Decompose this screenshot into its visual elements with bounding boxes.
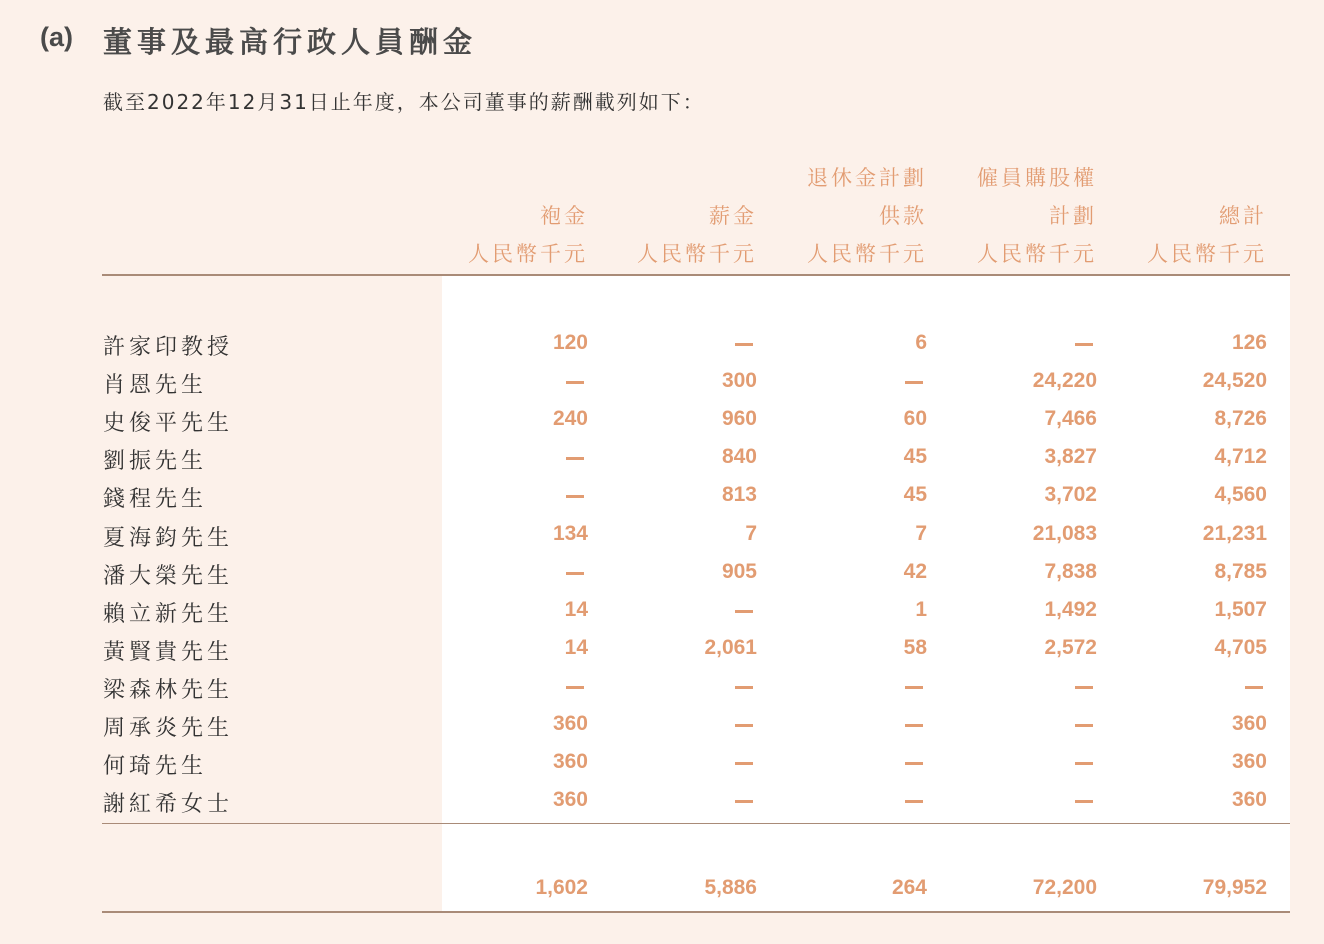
column-header-unit: 人民幣千元: [977, 242, 1097, 266]
table-cell-dash: [735, 343, 753, 346]
table-cell-dash: [1075, 800, 1093, 803]
table-cell: 360: [552, 712, 588, 735]
table-cell-dash: [905, 686, 923, 689]
table-cell: 360: [1231, 788, 1267, 811]
director-name: 何琦先生: [103, 754, 208, 779]
director-name: 周承炎先生: [103, 716, 234, 741]
table-cell: 360: [1231, 712, 1267, 735]
table-cell-dash: [566, 457, 584, 460]
total-rule: [102, 911, 1290, 913]
table-cell: 2,061: [704, 636, 757, 659]
table-cell-dash: [905, 381, 923, 384]
column-header-label: 薪金: [709, 204, 757, 228]
table-cell: 134: [552, 522, 588, 545]
table-cell: 2,572: [1044, 636, 1097, 659]
table-cell: 6: [915, 331, 927, 354]
table-cell: 360: [552, 788, 588, 811]
table-cell: 4,560: [1214, 483, 1267, 506]
table-cell: 24,220: [1032, 369, 1097, 392]
table-cell-dash: [735, 800, 753, 803]
table-cell: 8,726: [1214, 407, 1267, 430]
table-cell-dash: [1075, 762, 1093, 765]
table-cell: 7: [915, 522, 927, 545]
table-cell: 42: [903, 560, 927, 583]
table-cell: 7: [745, 522, 757, 545]
table-cell-dash: [905, 762, 923, 765]
column-header-label: 供款: [879, 204, 927, 228]
table-cell-dash: [1075, 686, 1093, 689]
director-name: 謝紅希女士: [103, 792, 234, 817]
table-cell: 905: [721, 560, 757, 583]
director-name: 肖恩先生: [103, 373, 208, 398]
director-name: 劉振先生: [103, 449, 208, 474]
table-cell: 1: [915, 598, 927, 621]
table-cell: 960: [721, 407, 757, 430]
director-name: 黃賢貴先生: [103, 640, 234, 665]
director-name: 史俊平先生: [103, 411, 234, 436]
total-cell: 1,602: [535, 876, 588, 899]
column-header-unit: 人民幣千元: [637, 242, 757, 266]
table-cell: 14: [564, 636, 588, 659]
table-cell-dash: [1075, 343, 1093, 346]
section-title: 董事及最高行政人員酬金: [103, 25, 478, 59]
column-header-label: 袍金: [540, 204, 588, 228]
table-cell-dash: [905, 724, 923, 727]
table-cell: 21,231: [1202, 522, 1267, 545]
director-name: 夏海鈞先生: [103, 526, 234, 551]
column-header-unit: 人民幣千元: [807, 242, 927, 266]
table-cell: 24,520: [1202, 369, 1267, 392]
table-cell-dash: [1075, 724, 1093, 727]
table-cell: 300: [721, 369, 757, 392]
column-header-label: 計劃: [1049, 204, 1097, 228]
table-cell: 45: [903, 483, 927, 506]
total-cell: 264: [891, 876, 927, 899]
section-label: (a): [40, 22, 73, 52]
table-cell: 8,785: [1214, 560, 1267, 583]
total-cell: 5,886: [704, 876, 757, 899]
director-name: 潘大榮先生: [103, 564, 234, 589]
table-cell: 360: [552, 750, 588, 773]
table-cell: 120: [552, 331, 588, 354]
table-cell-dash: [735, 762, 753, 765]
table-cell: 4,712: [1214, 445, 1267, 468]
intro-text: 截至2022年12月31日止年度，本公司董事的薪酬載列如下：: [103, 90, 705, 114]
table-cell-dash: [735, 724, 753, 727]
table-cell: 45: [903, 445, 927, 468]
column-header-unit: 人民幣千元: [468, 242, 588, 266]
table-cell: 1,492: [1044, 598, 1097, 621]
director-name: 許家印教授: [103, 335, 234, 360]
header-rule: [102, 274, 1290, 276]
table-cell: 813: [721, 483, 757, 506]
column-header-unit: 人民幣千元: [1147, 242, 1267, 266]
table-cell: 3,827: [1044, 445, 1097, 468]
table-cell-dash: [566, 381, 584, 384]
table-cell-dash: [735, 610, 753, 613]
table-cell: 126: [1231, 331, 1267, 354]
table-cell: 60: [903, 407, 927, 430]
table-cell-dash: [566, 495, 584, 498]
table-cell: 360: [1231, 750, 1267, 773]
table-cell: 240: [552, 407, 588, 430]
table-cell-dash: [905, 800, 923, 803]
table-cell: 7,466: [1044, 407, 1097, 430]
column-header-label: 總計: [1219, 204, 1267, 228]
total-cell: 72,200: [1032, 876, 1097, 899]
table-cell-dash: [1245, 686, 1263, 689]
table-cell: 4,705: [1214, 636, 1267, 659]
column-header-line1: 退休金計劃: [807, 166, 927, 190]
director-name: 錢程先生: [103, 487, 208, 512]
table-cell: 840: [721, 445, 757, 468]
table-cell-dash: [566, 572, 584, 575]
table-cell: 7,838: [1044, 560, 1097, 583]
subtotal-rule: [102, 823, 1290, 824]
table-cell: 58: [903, 636, 927, 659]
table-cell-dash: [566, 686, 584, 689]
table-cell: 14: [564, 598, 588, 621]
column-header-line1: 僱員購股權: [977, 166, 1097, 190]
table-cell: 3,702: [1044, 483, 1097, 506]
table-cell: 1,507: [1214, 598, 1267, 621]
table-cell-dash: [735, 686, 753, 689]
table-cell: 21,083: [1032, 522, 1097, 545]
director-name: 梁森林先生: [103, 678, 234, 703]
director-name: 賴立新先生: [103, 602, 234, 627]
total-cell: 79,952: [1202, 876, 1267, 899]
